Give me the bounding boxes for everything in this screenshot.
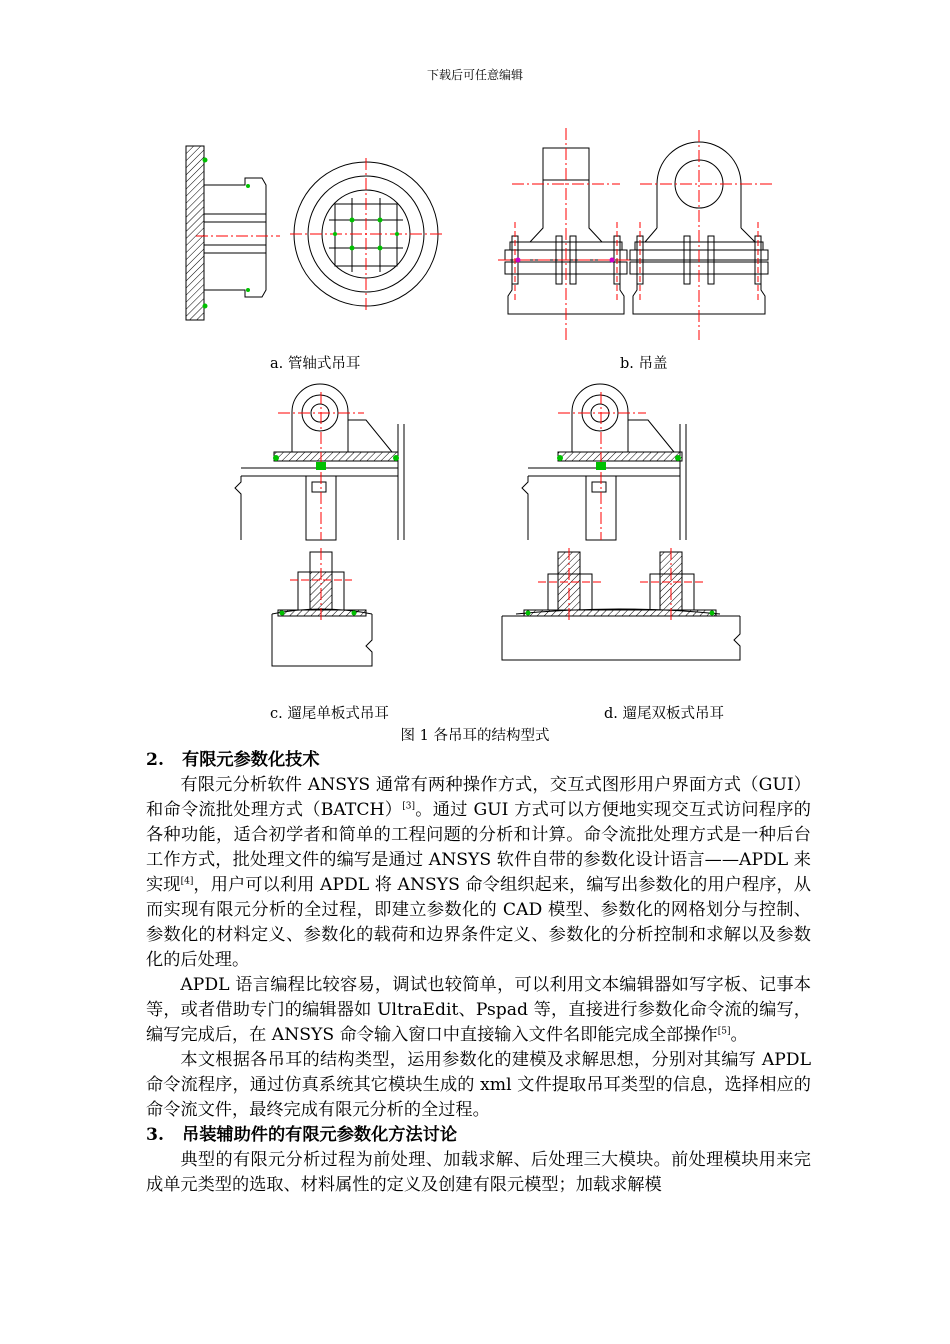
text: ，用户可以利用 APDL 将 ANSYS 命令组织起来，编写出参数化的用户程序，从而实现有限元分析的全过程，即建立参数化的 CAD 模型、参数化的网格划分与控制、参数化的材料定义、参数化的载荷和边界条件定义、参数化的分析控制和求解以及参数化的后处理。	[146, 875, 811, 970]
figure-title: 图 1 各吊耳的结构型式	[400, 728, 550, 744]
drawing-a-side	[186, 146, 280, 320]
section-2-paragraph-2	[146, 973, 811, 1048]
text: 。通过 GUI 方式可以方便地实现交互式访问程序的各种功能，适合初学者和简单的工程问题的分析和计算。命令流批处理方式是一种后台工作方式，批处理文件的编写是通过 ANSYS 软件自带的参数化设计语言——APDL 来实现	[146, 800, 811, 895]
text: 有限元分析软件 ANSYS 通常有两种操作方式，交互式图形用户界面方式（GUI）和命令流批处理方式（BATCH）	[146, 775, 811, 820]
section-2-title: 有限元参数化技术	[182, 750, 320, 770]
drawing-b-right	[630, 130, 772, 340]
section-3-number: 3.	[146, 1125, 164, 1145]
section-3-heading	[146, 1123, 811, 1148]
drawing-c	[235, 384, 404, 540]
citation: [5]	[717, 1026, 731, 1037]
drawing-d	[522, 384, 686, 540]
text: 。	[730, 1025, 748, 1045]
citation: [3]	[402, 801, 415, 812]
section-2-paragraph-3: 本文根据各吊耳的结构类型，运用参数化的建模及求解思想，分别对其编写 APDL 命令流程序，通过仿真系统其它模块生成的 xml 文件提取吊耳类型的信息，选择相应的命令流文件，最终完成有限元分析的全过程。	[146, 1050, 811, 1120]
drawing-d-lower	[502, 548, 740, 660]
caption-c: c. 遛尾单板式吊耳	[270, 706, 389, 722]
caption-a: a. 管轴式吊耳	[270, 356, 361, 372]
section-3-title: 吊装辅助件的有限元参数化方法讨论	[182, 1125, 458, 1145]
drawing-b-left	[498, 128, 634, 340]
caption-d: d. 遛尾双板式吊耳	[604, 706, 724, 722]
section-3-paragraph-1: 典型的有限元分析过程为前处理、加载求解、后处理三大模块。前处理模块用来完成单元类型的选取、材料属性的定义及创建有限元模型；加载求解模	[146, 1150, 811, 1195]
page-header: 下载后可任意编辑	[426, 68, 523, 82]
drawing-a-front	[290, 158, 442, 310]
section-2-paragraph-1	[146, 773, 811, 973]
body-text	[146, 748, 811, 1198]
drawing-c-lower	[272, 548, 372, 666]
caption-b: b. 吊盖	[620, 356, 668, 372]
text: APDL 语言编程比较容易，调试也较简单，可以利用文本编辑器如写字板、记事本等，或者借助专门的编辑器如 UltraEdit、Pspad 等，直接进行参数化命令流的编写，编写完成后，在 ANSYS 命令输入窗口中直接输入文件名即能完成全部操作	[146, 975, 811, 1045]
section-2-heading	[146, 748, 811, 773]
citation: [4]	[180, 876, 194, 887]
section-2-number: 2.	[146, 750, 164, 770]
